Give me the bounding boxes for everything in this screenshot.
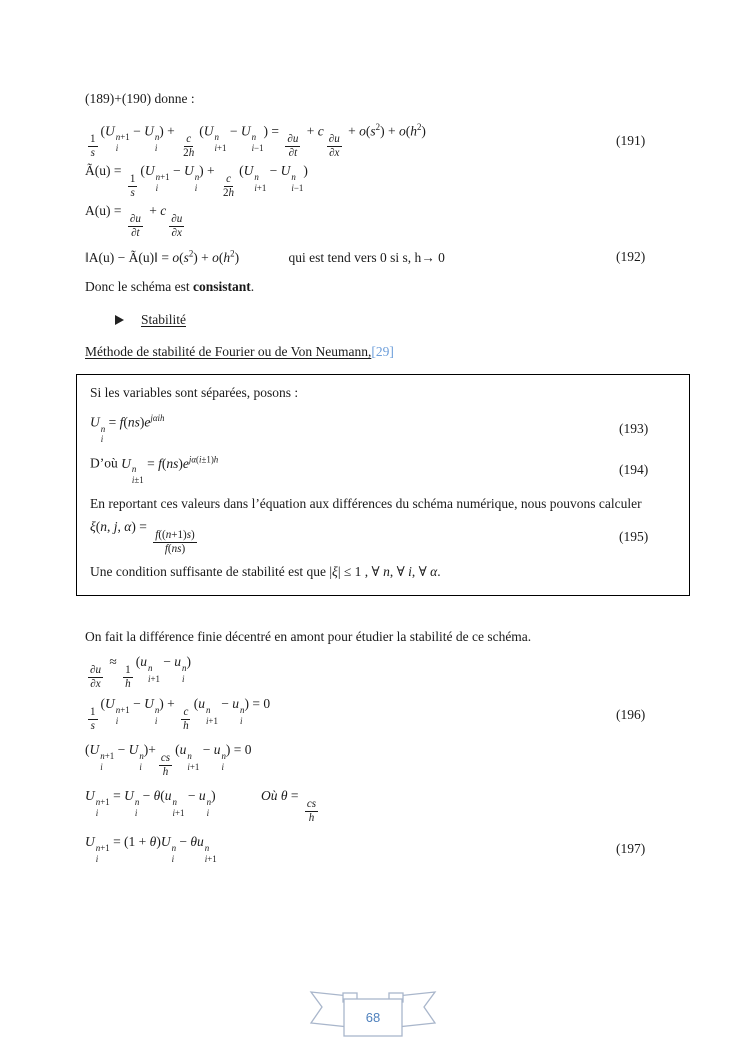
equation-194-row [90,454,675,486]
page-number: 68 [365,1010,381,1025]
equation-dudx: $\frac{\partial u}{\partial x}$ ≈ $\frac{1}{h}$ (u n i+1 − u n i ) [90,654,191,691]
consistency-suffix: . [250,278,255,294]
consistency-prefix: Donc le schéma est [85,278,193,294]
equation-a-row [85,203,656,240]
equation-191-number: (191) [616,133,646,149]
equation-191-row [85,122,656,160]
equation-194-number: (194) [619,461,649,477]
equation-theta: U n+1 i = U n i − θ(u n i+1 − u n i ) [85,788,216,818]
equation-194-line [90,454,619,486]
equation-theta-line [85,788,656,825]
equation-195-number: (195) [619,529,649,545]
upwind-line: On fait la différence finie décentré en amont pour étudier la stabilité de ce schéma. [85,628,532,644]
equation-a: A(u) = $\frac{\partial u}{\partial t}$ + c $\frac{\partial u}{\partial x}$ [85,203,183,240]
arrow-bullet-icon [115,315,124,325]
method-line-text: Méthode de stabilité de Fourier ou de Von Neumann, [85,343,372,359]
page-number-ribbon [303,988,443,1043]
equation-194: U n i±1 = $f(ns)e^{j\alpha(i\pm 1)h}$ [121,454,219,486]
equation-192-note: qui est tend vers 0 si s, h→ 0 [288,249,445,265]
box-intro-line: Si les variables sont séparées, posons : [90,385,299,401]
equation-theta-where: Où θ = $\frac{cs}{h}$ [260,788,317,825]
condition-prefix: Une condition suffisante de stabilité est que [90,563,330,579]
stability-heading [85,312,656,328]
method-line [85,341,656,363]
consistency-conclusion [85,276,656,298]
stability-condition [90,561,675,583]
equation-193: U n i = $f(ns)e^{j\alpha ih}$ [90,413,165,445]
equation-192-number: (192) [616,248,646,264]
equation-theta-row [85,788,656,825]
equation-196: $\frac{1}{s}$ (U n+1 i − U n i ) + $\frac{c}{h}$ (u n i+1 − u n i ) = 0 [90,696,271,733]
equation-191: $\frac{1}{s}$ (U n+1 i − U n i ) + $\frac{c}{2h}$ (U n i+1 − U n i−1 ) = $\frac{\partial u}{\partial t}$ + c $\frac{\partial u}{\partial x}$ + $o(s^2) + o(h^2)$ [90,121,426,160]
equation-atilde-row [85,163,656,200]
equation-192-row [85,248,656,266]
box-paragraph: En reportant ces valeurs dans l’équation aux différences du schéma numérique, nous pouvons calculer [90,495,642,511]
equation-195: ξ(n, j, α) = $\frac{f((n+1)s)}{f(ns)}$ [90,518,195,555]
stability-box [76,374,690,595]
citation-link[interactable]: [29] [371,343,394,359]
equation-196b: (U n+1 i − U n i )+ $\frac{cs}{h}$ (u n i+1 − u n i ) = 0 [85,742,252,779]
intro-line: (189)+(190) donne : [85,91,195,106]
equation-197-number: (197) [616,841,646,857]
equation-195-row [90,519,675,556]
equation-atilde: Ã(u) = $\frac{1}{s}$ (U n+1 i − U n i ) + $\frac{c}{2h}$ (U n i+1 − U n i−1 ) [85,163,308,200]
equation-197-row [85,834,656,864]
consistency-keyword: consistant [192,278,251,294]
equation-192: ‖A(u) − Ã(u)‖ = $o(s^2) + o(h^2)$ [85,248,240,265]
equation-197: U n+1 i = (1 + θ)U n i − θu n i+1 [85,834,217,864]
equation-196-number: (196) [616,706,646,722]
equation-193-row [90,413,675,445]
equation-dudx-row [85,654,656,691]
equation-192-line [85,248,616,266]
equation-196b-row [85,742,656,779]
equation-194-prefix: D’où [90,455,122,471]
condition-math: |ξ| ≤ 1 , ∀ n, ∀ i, ∀ α. [329,563,441,579]
stability-heading-label: Stabilité [141,311,186,327]
equation-193-number: (193) [619,421,649,437]
equation-196-row [85,696,656,733]
